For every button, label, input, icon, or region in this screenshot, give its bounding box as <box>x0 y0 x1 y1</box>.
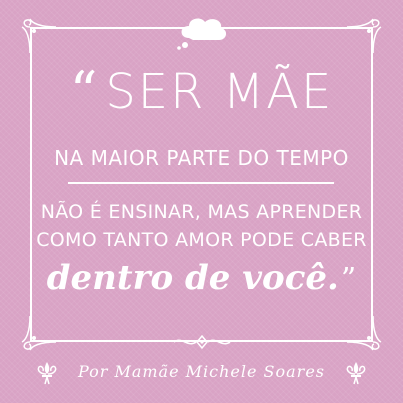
corner-flourish-icon <box>345 314 383 352</box>
headline-text: SER MÃE <box>105 64 334 120</box>
open-quote-mark: “ <box>69 60 100 123</box>
author-signature: Por Mamãe Michele Soares <box>77 362 326 381</box>
quote-line-1: NÃO É ENSINAR, MAS APRENDER <box>40 201 363 223</box>
bottom-ornament-icon <box>170 334 234 350</box>
corner-flourish-icon <box>20 314 58 352</box>
divider-line <box>68 182 334 184</box>
corner-flourish-icon <box>345 17 383 55</box>
quote-headline <box>0 60 403 123</box>
close-quote-mark: ” <box>340 262 357 297</box>
quote-line-2: COMO TANTO AMOR PODE CABER <box>36 229 367 251</box>
quote-subhead: NA MAIOR PARTE DO TEMPO <box>54 146 349 170</box>
emphasis-text: dentro de você. <box>46 258 339 298</box>
quote-emphasis <box>0 258 403 300</box>
corner-flourish-icon <box>20 17 58 55</box>
